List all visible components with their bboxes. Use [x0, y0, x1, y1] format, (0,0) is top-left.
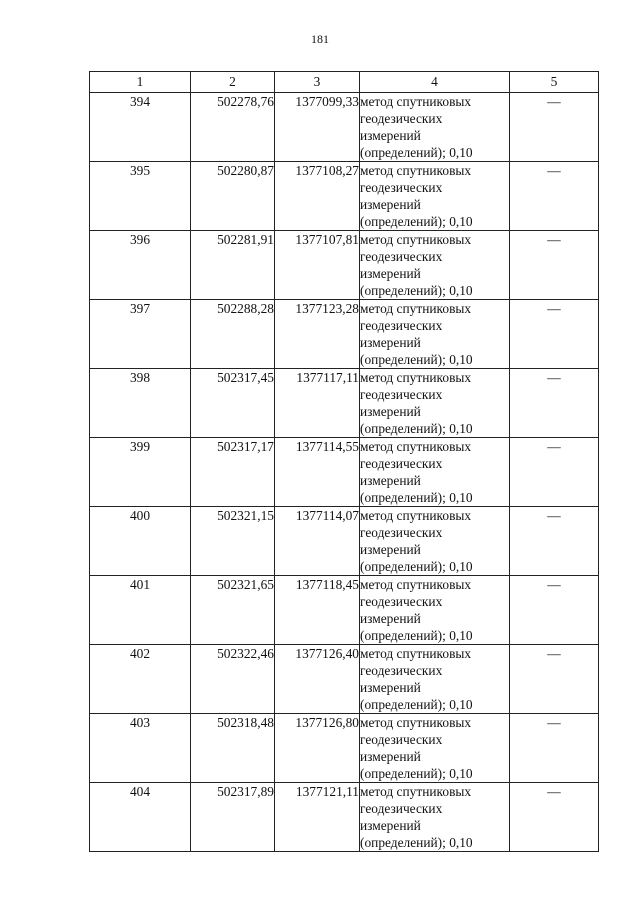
- x-coordinate-cell: 502318,48: [191, 714, 275, 783]
- method-line: метод спутниковых: [360, 646, 472, 661]
- header-row: [90, 72, 599, 93]
- method-cell: [360, 300, 510, 369]
- method-line: геодезических: [360, 525, 443, 540]
- method-line: метод спутниковых: [360, 301, 472, 316]
- method-cell: [360, 645, 510, 714]
- method-line: измерений: [360, 404, 421, 419]
- method-line: геодезических: [360, 180, 443, 195]
- table-row: [90, 783, 599, 852]
- method-line: геодезических: [360, 249, 443, 264]
- dash-mark: —: [547, 301, 561, 316]
- method-line: геодезических: [360, 663, 443, 678]
- method-line: (определений); 0,10: [360, 766, 473, 781]
- table-row: [90, 714, 599, 783]
- method-line: измерений: [360, 473, 421, 488]
- column-header-point-number: 1: [90, 72, 191, 93]
- method-line: метод спутниковых: [360, 784, 472, 799]
- point-number-cell: 403: [90, 714, 191, 783]
- method-line: геодезических: [360, 594, 443, 609]
- method-line: метод спутниковых: [360, 577, 472, 592]
- method-cell: [360, 438, 510, 507]
- method-line: измерений: [360, 680, 421, 695]
- method-line: метод спутниковых: [360, 370, 472, 385]
- x-coordinate-cell: 502281,91: [191, 231, 275, 300]
- x-coordinate-cell: 502280,87: [191, 162, 275, 231]
- method-cell: [360, 231, 510, 300]
- method-line: геодезических: [360, 456, 443, 471]
- dash-mark: —: [547, 163, 561, 178]
- method-cell: [360, 507, 510, 576]
- table-row: [90, 576, 599, 645]
- method-line: (определений); 0,10: [360, 421, 473, 436]
- point-number-cell: 400: [90, 507, 191, 576]
- point-number-cell: 399: [90, 438, 191, 507]
- point-number-cell: 396: [90, 231, 191, 300]
- description-cell: [510, 300, 599, 369]
- y-coordinate-cell: 1377114,55: [275, 438, 360, 507]
- method-line: геодезических: [360, 387, 443, 402]
- x-coordinate-cell: 502321,15: [191, 507, 275, 576]
- method-line: метод спутниковых: [360, 232, 472, 247]
- method-cell: [360, 369, 510, 438]
- method-cell: [360, 162, 510, 231]
- method-line: (определений); 0,10: [360, 490, 473, 505]
- method-line: (определений); 0,10: [360, 559, 473, 574]
- x-coordinate-cell: 502321,65: [191, 576, 275, 645]
- coordinates-table: [89, 71, 599, 852]
- method-line: метод спутниковых: [360, 163, 472, 178]
- dash-mark: —: [547, 715, 561, 730]
- table-row: [90, 645, 599, 714]
- method-line: геодезических: [360, 732, 443, 747]
- x-coordinate-cell: 502278,76: [191, 93, 275, 162]
- method-line: измерений: [360, 818, 421, 833]
- table-body: [90, 93, 599, 852]
- page-number: 181: [311, 32, 329, 46]
- x-coordinate-cell: 502322,46: [191, 645, 275, 714]
- description-cell: [510, 507, 599, 576]
- dash-mark: —: [547, 646, 561, 661]
- point-number-cell: 398: [90, 369, 191, 438]
- x-coordinate-cell: 502317,17: [191, 438, 275, 507]
- point-number-cell: 402: [90, 645, 191, 714]
- method-cell: [360, 714, 510, 783]
- dash-mark: —: [547, 94, 561, 109]
- dash-mark: —: [547, 784, 561, 799]
- column-header-description: 5: [510, 72, 599, 93]
- method-line: измерений: [360, 335, 421, 350]
- column-header-x: 2: [191, 72, 275, 93]
- y-coordinate-cell: 1377107,81: [275, 231, 360, 300]
- point-number-cell: 397: [90, 300, 191, 369]
- column-header-method: 4: [360, 72, 510, 93]
- y-coordinate-cell: 1377121,11: [275, 783, 360, 852]
- method-line: измерений: [360, 611, 421, 626]
- y-coordinate-cell: 1377126,80: [275, 714, 360, 783]
- method-line: измерений: [360, 542, 421, 557]
- y-coordinate-cell: 1377118,45: [275, 576, 360, 645]
- method-line: (определений); 0,10: [360, 628, 473, 643]
- y-coordinate-cell: 1377099,33: [275, 93, 360, 162]
- method-line: геодезических: [360, 318, 443, 333]
- description-cell: [510, 714, 599, 783]
- y-coordinate-cell: 1377117,11: [275, 369, 360, 438]
- method-line: (определений); 0,10: [360, 835, 473, 850]
- x-coordinate-cell: 502317,45: [191, 369, 275, 438]
- method-line: метод спутниковых: [360, 94, 472, 109]
- method-line: измерений: [360, 128, 421, 143]
- dash-mark: —: [547, 439, 561, 454]
- description-cell: [510, 438, 599, 507]
- description-cell: [510, 162, 599, 231]
- table-row: [90, 369, 599, 438]
- method-cell: [360, 93, 510, 162]
- description-cell: [510, 93, 599, 162]
- dash-mark: —: [547, 370, 561, 385]
- method-line: метод спутниковых: [360, 508, 472, 523]
- point-number-cell: 401: [90, 576, 191, 645]
- point-number-cell: 404: [90, 783, 191, 852]
- method-line: (определений); 0,10: [360, 145, 473, 160]
- y-coordinate-cell: 1377123,28: [275, 300, 360, 369]
- dash-mark: —: [547, 508, 561, 523]
- x-coordinate-cell: 502317,89: [191, 783, 275, 852]
- method-line: (определений); 0,10: [360, 697, 473, 712]
- description-cell: [510, 369, 599, 438]
- method-cell: [360, 576, 510, 645]
- table-row: [90, 93, 599, 162]
- method-cell: [360, 783, 510, 852]
- description-cell: [510, 231, 599, 300]
- method-line: геодезических: [360, 801, 443, 816]
- y-coordinate-cell: 1377126,40: [275, 645, 360, 714]
- table-row: [90, 300, 599, 369]
- description-cell: [510, 576, 599, 645]
- column-header-y: 3: [275, 72, 360, 93]
- method-line: метод спутниковых: [360, 439, 472, 454]
- description-cell: [510, 783, 599, 852]
- method-line: измерений: [360, 197, 421, 212]
- point-number-cell: 394: [90, 93, 191, 162]
- method-line: (определений); 0,10: [360, 352, 473, 367]
- method-line: измерений: [360, 266, 421, 281]
- method-line: (определений); 0,10: [360, 283, 473, 298]
- method-line: измерений: [360, 749, 421, 764]
- table-row: [90, 162, 599, 231]
- y-coordinate-cell: 1377114,07: [275, 507, 360, 576]
- table-row: [90, 231, 599, 300]
- point-number-cell: 395: [90, 162, 191, 231]
- dash-mark: —: [547, 232, 561, 247]
- y-coordinate-cell: 1377108,27: [275, 162, 360, 231]
- table-row: [90, 507, 599, 576]
- x-coordinate-cell: 502288,28: [191, 300, 275, 369]
- method-line: (определений); 0,10: [360, 214, 473, 229]
- dash-mark: —: [547, 577, 561, 592]
- table-header: [90, 72, 599, 93]
- table-row: [90, 438, 599, 507]
- method-line: метод спутниковых: [360, 715, 472, 730]
- method-line: геодезических: [360, 111, 443, 126]
- description-cell: [510, 645, 599, 714]
